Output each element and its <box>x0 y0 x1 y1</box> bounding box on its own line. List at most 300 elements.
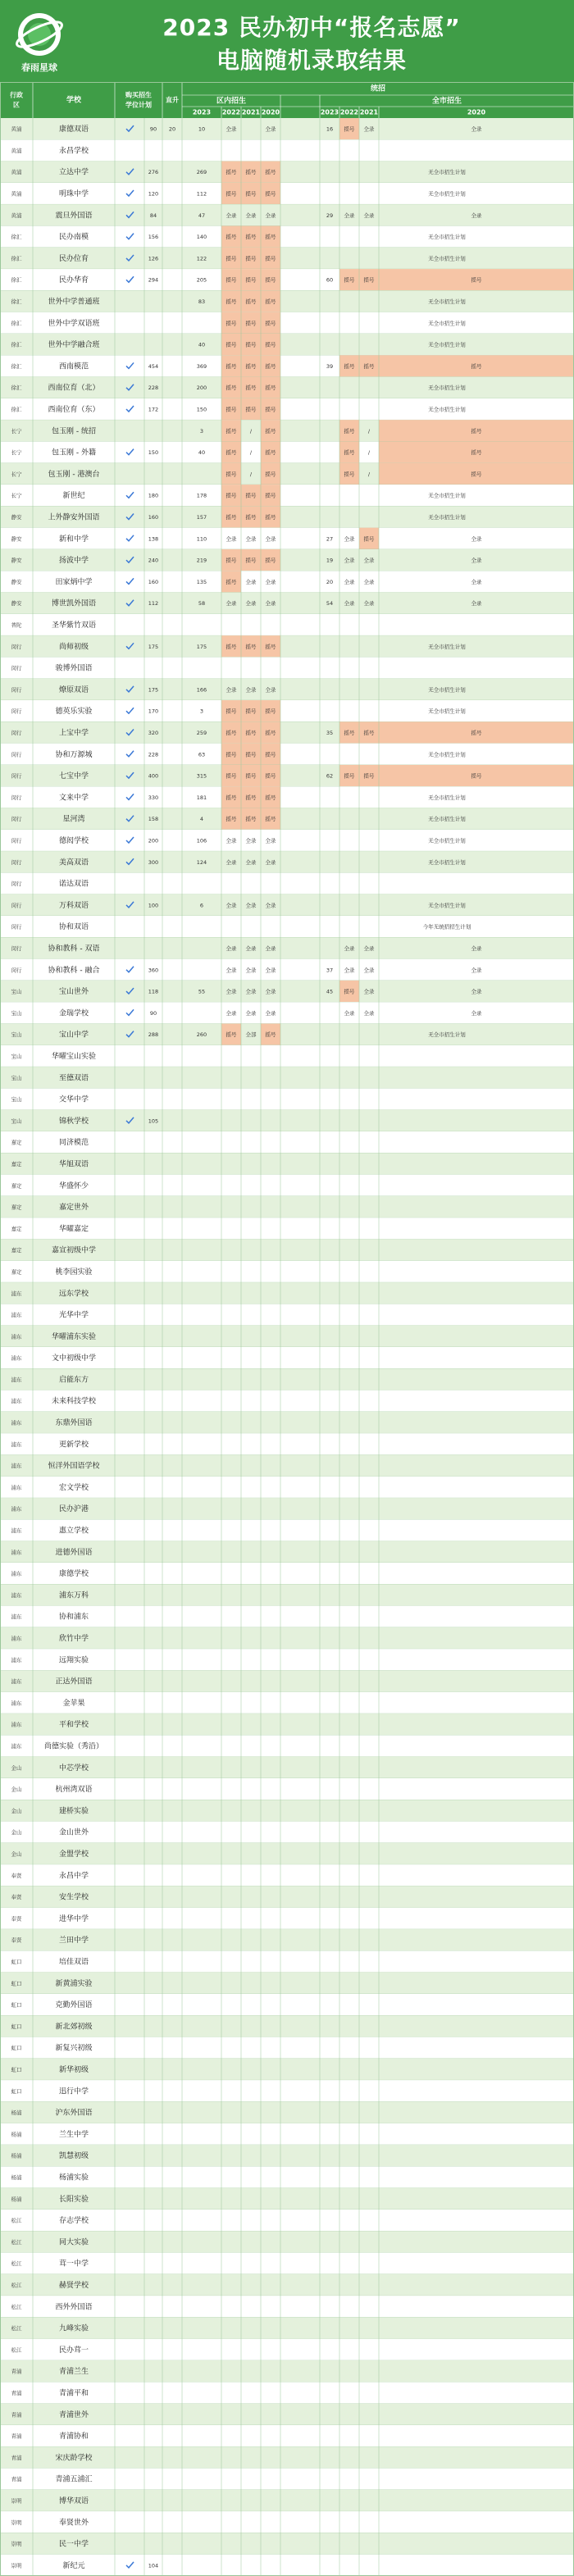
cell-value: 摇号 <box>226 234 237 241</box>
cell-value: 全录 <box>265 967 276 974</box>
cell-district: 金山 <box>11 1764 22 1772</box>
table-row <box>0 1196 574 1217</box>
cell-value: 摇号 <box>245 341 257 348</box>
cell-value: 35 <box>326 730 334 736</box>
table-row <box>0 420 574 441</box>
cell-district: 黄浦 <box>11 190 22 198</box>
cell-district: 浦东 <box>11 1290 22 1297</box>
table-row <box>0 2446 574 2468</box>
cell-district: 宝山 <box>11 988 22 995</box>
table-row <box>0 872 574 894</box>
cell-school: 诺达双语 <box>58 880 89 889</box>
table-row <box>0 721 574 743</box>
cell-value: 摇号 <box>265 427 276 435</box>
table-row <box>0 1240 574 1261</box>
cell-district: 闵行 <box>11 794 22 801</box>
table-row <box>0 1477 574 1498</box>
cell-note: 无全市招生计划 <box>428 708 466 715</box>
cell-value: 全录 <box>363 600 375 608</box>
cell-school: 民办华育 <box>58 276 89 285</box>
cell-district: 青浦 <box>11 2454 22 2461</box>
cell-district: 嘉定 <box>11 1204 22 1211</box>
cell-school: 华盛怀少 <box>58 1181 89 1190</box>
cell-school: 尚师初级 <box>58 643 89 652</box>
cell-value: 摇号 <box>471 427 482 435</box>
cell-value: 摇号 <box>265 320 276 327</box>
cell-value: 157 <box>196 514 207 521</box>
cell-district: 长宁 <box>11 492 22 499</box>
cell-value: 全录 <box>471 125 482 133</box>
cell-value: 全录 <box>245 212 257 219</box>
table-row <box>0 2231 574 2252</box>
cell-district: 浦东 <box>11 1376 22 1383</box>
cell-plan: 120 <box>148 190 159 198</box>
cell-district: 闵行 <box>11 643 22 650</box>
row-bg <box>0 808 574 830</box>
table-row <box>0 1217 574 1239</box>
cell-district: 徐汇 <box>11 341 22 348</box>
cell-value: 全录 <box>471 967 482 974</box>
cell-district: 虹口 <box>11 2066 22 2073</box>
cell-plan: 180 <box>148 492 159 499</box>
cell-plan: 175 <box>148 686 159 694</box>
cell-school: 东鼎外国语 <box>55 1419 93 1428</box>
table-row <box>0 225 574 247</box>
table-row <box>0 1067 574 1088</box>
cell-value: 摇号 <box>226 557 237 564</box>
cell-value: 摇号 <box>471 772 482 780</box>
cell-district: 杨浦 <box>11 2109 22 2117</box>
cell-value: 全录 <box>344 967 355 974</box>
cell-value: 全录 <box>363 125 375 133</box>
cell-district: 金山 <box>11 1807 22 1814</box>
cell-school: 协和教科 - 双语 <box>48 944 100 953</box>
cell-district: 宝山 <box>11 1074 22 1081</box>
cell-district: 浦东 <box>11 1398 22 1405</box>
cell-school: 包玉刚 - 统招 <box>52 427 96 436</box>
cell-school: 至德双语 <box>58 1074 89 1083</box>
cell-school: 民办沪港 <box>58 1505 89 1514</box>
cell-value: 315 <box>196 772 207 780</box>
cell-school: 骏博外国语 <box>55 664 93 673</box>
header-year: 2022 <box>221 108 241 116</box>
cell-value: 摇号 <box>344 427 355 435</box>
cell-value: / <box>249 449 253 457</box>
table-row <box>0 1843 574 1864</box>
table-row <box>0 1347 574 1368</box>
cell-plan: 228 <box>148 751 159 758</box>
cell-value: 全录 <box>265 686 276 694</box>
cell-school: 中芯学校 <box>58 1764 89 1773</box>
cell-school: 博世凯外国语 <box>51 599 97 608</box>
header-in-district: 区内招生 <box>216 97 247 106</box>
cell-district: 金山 <box>11 1829 22 1836</box>
cell-value: 110 <box>196 535 207 543</box>
cell-value: 摇号 <box>265 406 276 413</box>
cell-value: / <box>249 427 253 435</box>
table-row <box>0 851 574 872</box>
cell-school: 新复兴初级 <box>55 2044 93 2053</box>
cell-district: 闵行 <box>11 751 22 758</box>
cell-value: 全录 <box>245 578 257 585</box>
cell-value: 62 <box>326 772 334 780</box>
cell-plan: 138 <box>148 535 159 543</box>
cell-plan: 150 <box>148 449 159 457</box>
cell-school: 同济模范 <box>58 1139 89 1148</box>
cell-value: 37 <box>326 967 334 974</box>
cell-value: 摇号 <box>226 169 237 176</box>
table-row <box>0 1304 574 1325</box>
cell-district: 松江 <box>11 2346 22 2354</box>
cell-value: 摇号 <box>245 169 257 176</box>
cell-direct: 20 <box>168 125 176 133</box>
cell-school: 青浦平和 <box>58 2389 89 2398</box>
cell-school: 青浦兰生 <box>58 2368 89 2377</box>
cell-value: 全录 <box>226 535 237 543</box>
header-year: 2021 <box>359 108 379 116</box>
cell-school: 恒洋外国语学校 <box>48 1462 100 1471</box>
cell-value: 摇号 <box>344 471 355 478</box>
cell-value: 45 <box>326 988 334 995</box>
cell-plan: 360 <box>148 967 159 974</box>
cell-school: 协和双语 <box>58 923 89 932</box>
results-table <box>0 82 574 2576</box>
cell-school: 西南位育（东） <box>48 406 100 415</box>
table-row <box>0 2555 574 2576</box>
cell-district: 宝山 <box>11 1117 22 1125</box>
cell-district: 杨浦 <box>11 2152 22 2160</box>
cell-school: 赫贤学校 <box>58 2281 89 2290</box>
cell-district: 金山 <box>11 1850 22 1858</box>
cell-value: 摇号 <box>363 772 375 780</box>
cell-value: 摇号 <box>265 276 276 284</box>
cell-value: 摇号 <box>344 276 355 284</box>
cell-district: 闵行 <box>11 665 22 672</box>
cell-district: 青浦 <box>11 2411 22 2419</box>
table-row <box>0 1563 574 1584</box>
cell-district: 青浦 <box>11 2433 22 2440</box>
cell-value: 摇号 <box>344 730 355 736</box>
page-title: 2023 民办初中“报名志愿” <box>162 14 461 41</box>
cell-district: 浦东 <box>11 1312 22 1319</box>
cell-value: 摇号 <box>265 708 276 715</box>
cell-value: 全录 <box>226 988 237 995</box>
cell-value: 全录 <box>245 967 257 974</box>
cell-school: 金山世外 <box>58 1828 89 1837</box>
cell-school: 凯慧初级 <box>58 2152 89 2161</box>
cell-school: 扬波中学 <box>58 557 89 566</box>
cell-school: 康德学校 <box>58 1570 89 1579</box>
cell-district: 静安 <box>11 578 22 585</box>
cell-plan: 90 <box>149 1009 157 1017</box>
table-row <box>0 1498 574 1519</box>
cell-district: 杨浦 <box>11 2196 22 2203</box>
table-row <box>0 2123 574 2145</box>
cell-school: 兰生中学 <box>58 2130 89 2139</box>
cell-school: 存志学校 <box>58 2217 89 2226</box>
cell-note: 无全市招生计划 <box>428 385 466 392</box>
cell-value: 全录 <box>265 212 276 219</box>
cell-value: 摇号 <box>265 514 276 521</box>
cell-plan: 240 <box>148 557 159 564</box>
cell-value: / <box>367 471 371 478</box>
cell-value: 全录 <box>363 557 375 564</box>
cell-value: 摇号 <box>245 643 257 650</box>
cell-value: 摇号 <box>471 362 482 370</box>
cell-value: 摇号 <box>226 276 237 284</box>
cell-school: 启能东方 <box>58 1376 89 1385</box>
table-row <box>0 2404 574 2425</box>
cell-value: 全录 <box>363 1009 375 1017</box>
cell-district: 长宁 <box>11 449 22 457</box>
cell-school: 同大实验 <box>58 2238 89 2247</box>
cell-school: 协和万源城 <box>55 750 93 759</box>
cell-district: 嘉定 <box>11 1182 22 1190</box>
cell-district: 黄浦 <box>11 125 22 133</box>
cell-district: 宝山 <box>11 1031 22 1039</box>
table-row <box>0 549 574 571</box>
cell-value: 摇号 <box>226 427 237 435</box>
header-city-wide: 全市招生 <box>431 97 462 106</box>
cell-value: 124 <box>196 858 207 866</box>
cell-note: 无全市招生计划 <box>428 234 466 241</box>
cell-district: 浦东 <box>11 1463 22 1470</box>
cell-school: 燎原双语 <box>58 685 89 694</box>
cell-school: 文中初级中学 <box>51 1354 97 1363</box>
cell-school: 包玉刚 - 港澳台 <box>48 470 100 479</box>
cell-value: 全录 <box>344 600 355 608</box>
cell-value: 259 <box>196 730 207 736</box>
cell-school: 迅行中学 <box>58 2087 89 2096</box>
cell-school: 华曜嘉定 <box>58 1225 89 1234</box>
table-row <box>0 506 574 527</box>
cell-school: 协和教科 - 融合 <box>48 966 100 975</box>
table-row <box>0 528 574 549</box>
table-row <box>0 808 574 830</box>
table-row <box>0 1670 574 1691</box>
table-row <box>0 1994 574 2015</box>
table-row <box>0 2382 574 2403</box>
cell-note: 无全市招生计划 <box>428 190 466 198</box>
cell-school: 青浦五浦汇 <box>55 2475 93 2484</box>
cell-value: 摇号 <box>226 298 237 306</box>
table-row <box>0 2015 574 2037</box>
cell-value: 全录 <box>265 858 276 866</box>
cell-note: 无全市招生计划 <box>428 255 466 262</box>
cell-value: 全录 <box>471 557 482 564</box>
cell-value: / <box>367 449 371 457</box>
cell-school: 明珠中学 <box>58 190 89 199</box>
table-row <box>0 614 574 635</box>
cell-value: 摇号 <box>265 772 276 780</box>
cell-district: 虹口 <box>11 1980 22 1987</box>
table-row <box>0 2210 574 2231</box>
cell-district: 青浦 <box>11 2476 22 2483</box>
cell-value: 摇号 <box>471 449 482 457</box>
cell-plan: 276 <box>148 169 159 176</box>
cell-value: 全录 <box>226 967 237 974</box>
cell-value: 全录 <box>471 944 482 952</box>
cell-school: 尚德实验（秀沿） <box>43 1742 104 1751</box>
cell-school: 宋庆龄学校 <box>55 2454 93 2463</box>
cell-value: 200 <box>196 385 207 392</box>
cell-note: 无全市招生计划 <box>428 1031 466 1039</box>
cell-district: 浦东 <box>11 1419 22 1427</box>
cell-plan: 90 <box>149 125 157 133</box>
cell-district: 崇明 <box>11 2541 22 2548</box>
cell-school: 长阳实验 <box>58 2195 89 2204</box>
cell-value: 摇号 <box>265 341 276 348</box>
cell-value: 摇号 <box>245 190 257 198</box>
cell-value: 摇号 <box>226 255 237 262</box>
cell-value: 摇号 <box>265 1031 276 1039</box>
cell-value: 摇号 <box>245 255 257 262</box>
cell-value: 全录 <box>265 944 276 952</box>
cell-district: 浦东 <box>11 1570 22 1577</box>
cell-district: 宝山 <box>11 1096 22 1104</box>
cell-value: 摇号 <box>245 406 257 413</box>
table-row <box>0 830 574 851</box>
cell-value: 全录 <box>226 600 237 608</box>
cell-note: 无全市招生计划 <box>428 169 466 176</box>
cell-value: 全录 <box>226 1009 237 1017</box>
cell-value: 摇号 <box>265 794 276 801</box>
cell-value: 全录 <box>344 1009 355 1017</box>
cell-value: 140 <box>196 234 207 241</box>
cell-district: 崇明 <box>11 2562 22 2569</box>
cell-school: 世外中学双语班 <box>48 319 100 328</box>
cell-value: 全录 <box>245 686 257 694</box>
table-row <box>0 485 574 506</box>
cell-value: 181 <box>196 794 207 801</box>
table-row <box>0 635 574 657</box>
cell-value: 摇号 <box>265 255 276 262</box>
cell-value: 摇号 <box>265 557 276 564</box>
cell-value: 150 <box>196 406 207 413</box>
cell-district: 奉贤 <box>11 1937 22 1944</box>
cell-value: 3 <box>199 708 204 715</box>
table-row <box>0 1088 574 1109</box>
cell-district: 静安 <box>11 535 22 543</box>
cell-value: 摇号 <box>226 708 237 715</box>
cell-value: 摇号 <box>226 643 237 650</box>
cell-plan: 330 <box>148 794 159 801</box>
cell-value: 摇号 <box>245 234 257 241</box>
table-row <box>0 355 574 376</box>
cell-school: 文来中学 <box>58 794 89 803</box>
cell-value: 摇号 <box>471 730 482 736</box>
cell-value: 175 <box>196 643 207 650</box>
cell-plan: 300 <box>148 858 159 866</box>
cell-district: 松江 <box>11 2325 22 2333</box>
table-row <box>0 571 574 592</box>
cell-district: 浦东 <box>11 1549 22 1556</box>
cell-school: 青浦协和 <box>58 2433 89 2442</box>
cell-school: 更新学校 <box>58 1440 89 1450</box>
table-row <box>0 1584 574 1605</box>
header-district: 行政 <box>10 91 23 99</box>
cell-value: 摇号 <box>265 298 276 306</box>
logo <box>8 7 71 75</box>
cell-school: 美高双语 <box>58 858 89 867</box>
cell-district: 松江 <box>11 2238 22 2246</box>
cell-school: 七宝中学 <box>58 772 89 781</box>
table-row <box>0 1908 574 1929</box>
cell-plan: 175 <box>148 643 159 650</box>
cell-value: 全录 <box>363 578 375 585</box>
cell-note: 今年无统招招生计划 <box>422 923 472 931</box>
cell-plan: 158 <box>148 816 159 823</box>
cell-value: 106 <box>196 837 207 844</box>
cell-plan: 105 <box>148 1117 159 1125</box>
cell-school: 上外静安外国语 <box>48 513 100 522</box>
cell-district: 静安 <box>11 514 22 521</box>
cell-note: 无全市招生计划 <box>428 837 466 844</box>
header-year: 2020 <box>261 108 280 116</box>
cell-school: 民办位育 <box>58 254 89 263</box>
table-row <box>0 1627 574 1649</box>
cell-value: 全录 <box>245 1009 257 1017</box>
table-row <box>0 1045 574 1067</box>
header-purchase-2: 学位计划 <box>125 101 152 109</box>
cell-value: 摇号 <box>245 320 257 327</box>
cell-district: 嘉定 <box>11 1160 22 1167</box>
header-purchase: 购买招生 <box>125 91 152 99</box>
cell-value: 摇号 <box>245 362 257 370</box>
cell-district: 松江 <box>11 2260 22 2268</box>
table-row <box>0 894 574 916</box>
cell-school: 惠立学校 <box>58 1527 89 1536</box>
cell-value: 39 <box>326 362 334 370</box>
cell-district: 浦东 <box>11 1721 22 1728</box>
cell-value: 摇号 <box>363 276 375 284</box>
cell-school: 宝山中学 <box>58 1031 89 1040</box>
table-row <box>0 2425 574 2446</box>
cell-value: 摇号 <box>265 234 276 241</box>
cell-district: 黄浦 <box>11 169 22 176</box>
cell-value: 全录 <box>265 125 276 133</box>
cell-school: 新纪元 <box>62 2561 85 2570</box>
cell-value: 166 <box>196 686 207 694</box>
table-row <box>0 1519 574 1541</box>
cell-school: 新北郊初级 <box>55 2023 93 2032</box>
cell-plan: 454 <box>148 362 159 370</box>
table-row <box>0 1433 574 1454</box>
table-row <box>0 204 574 225</box>
table-row <box>0 2490 574 2511</box>
cell-district: 虹口 <box>11 2087 22 2095</box>
table-row <box>0 1002 574 1023</box>
cell-value: 全录 <box>344 212 355 219</box>
cell-value: 全录 <box>471 988 482 995</box>
cell-value: 83 <box>198 298 206 306</box>
cell-value: 摇号 <box>265 169 276 176</box>
cell-value: 16 <box>326 125 334 133</box>
cell-school: 金苹果 <box>62 1699 85 1708</box>
cell-value: 全录 <box>265 1009 276 1017</box>
cell-school: 上宝中学 <box>58 729 89 738</box>
cell-plan: 156 <box>148 234 159 241</box>
cell-value: 摇号 <box>363 730 375 736</box>
table-row <box>0 1929 574 1950</box>
cell-school: 茸一中学 <box>58 2260 89 2269</box>
header-year: 2022 <box>339 108 359 116</box>
cell-district: 闵行 <box>11 730 22 736</box>
cell-value: 摇号 <box>245 298 257 306</box>
cell-district: 闵行 <box>11 944 22 952</box>
cell-value: 摇号 <box>265 492 276 499</box>
table-row <box>0 2145 574 2166</box>
